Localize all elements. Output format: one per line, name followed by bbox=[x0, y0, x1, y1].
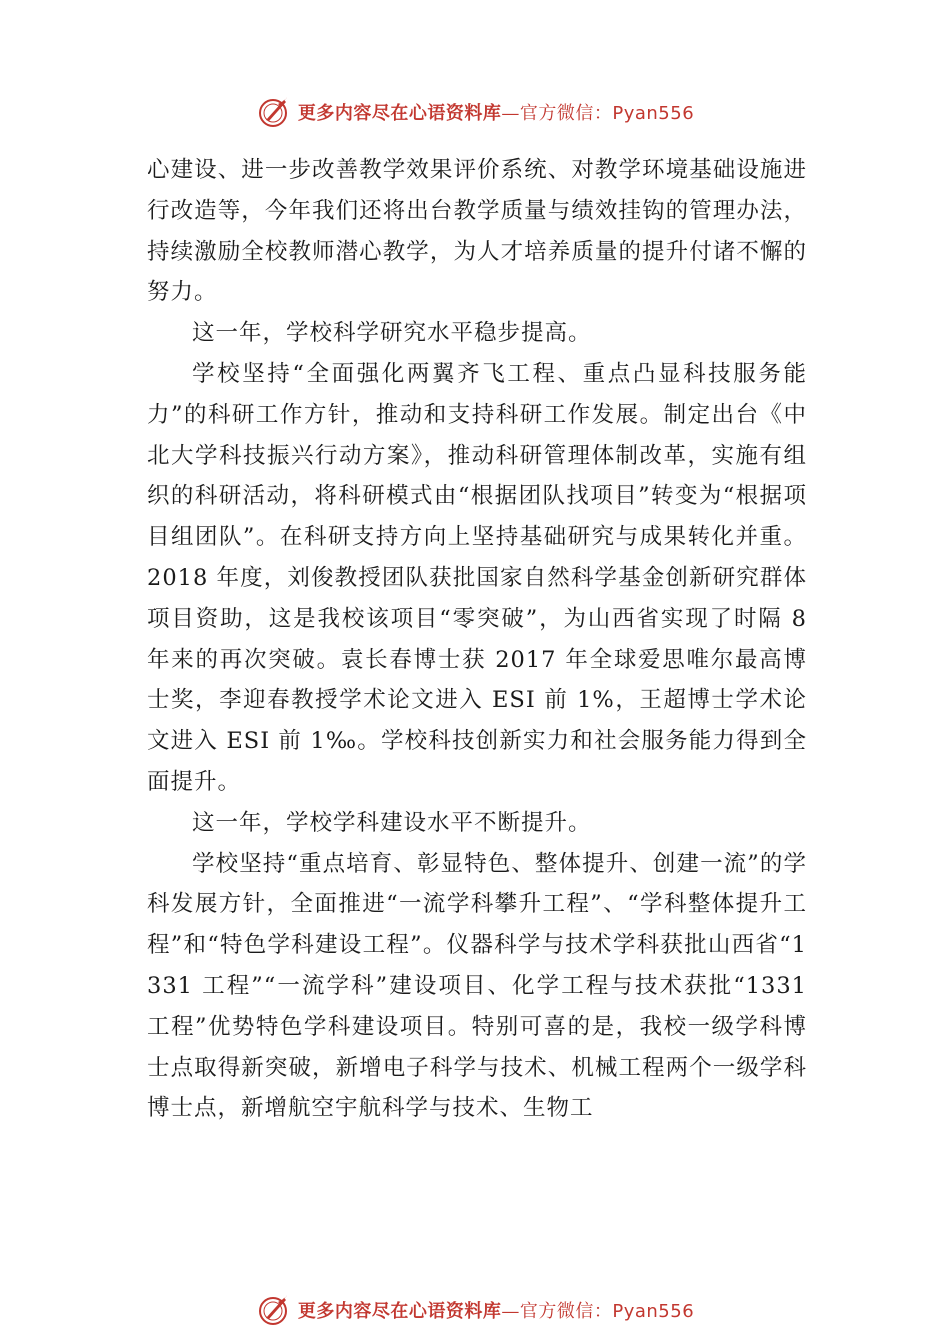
footer-watermark-main: 更多内容尽在心语资料库 bbox=[297, 1301, 502, 1322]
footer-watermark-text bbox=[298, 1297, 694, 1323]
section-heading-discipline: 这一年，学校学科建设水平不断提升。 bbox=[192, 809, 592, 836]
quill-logo-icon bbox=[256, 1292, 292, 1328]
header-watermark-dash: — bbox=[501, 103, 520, 124]
header-watermark-wechat-label: 官方微信： bbox=[519, 103, 613, 124]
body-paragraph-discipline: 学校坚持“重点培育、彰显特色、整体提升、创建一流”的学科发展方针，全面推进“一流学科攀升工程”、“学科整体提升工程”和“特色学科建设工程”。仪器科学与技术学科获批山西省“1331 工程”“一流学科”建设项目、化学工程与技术获批“1331 工程”优势特色学科建设项目。特别可喜的是，我校一级学科博士点取得新突破，新增电子科学与技术、机械工程两个一级学科博士点，新增航空宇航科学与技术、生物工 bbox=[147, 850, 807, 1122]
header-watermark-main: 更多内容尽在心语资料库 bbox=[297, 103, 502, 124]
header-watermark-wechat-id: Pyan556 bbox=[612, 103, 695, 124]
footer-watermark-wechat-label: 官方微信： bbox=[519, 1301, 613, 1322]
body-paragraph-research: 学校坚持“全面强化两翼齐飞工程、重点凸显科技服务能力”的科研工作方针，推动和支持科研工作发展。制定出台《中北大学科技振兴行动方案》，推动科研管理体制改革，实施有组织的科研活动，将科研模式由“根据团队找项目”转变为“根据项目组团队”。在科研支持方向上坚持基础研究与成果转化并重。2018 年度，刘俊教授团队获批国家自然科学基金创新研究群体项目资助，这是我校该项目“零突破”，为山西省实现了时隔 8 年来的再次突破。袁长春博士获 2017 年全球爱思唯尔最高博士奖，李迎春教授学术论文进入 ESI 前 1%，王超博士学术论文进入 ESI 前 1‰。学校科技创新实力和社会服务能力得到全面提升。 bbox=[147, 360, 807, 795]
body-paragraph-1: 心建设、进一步改善教学效果评价系统、对教学环境基础设施进行改造等，今年我们还将出台教学质量与绩效挂钩的管理办法，持续激励全校教师潜心教学，为人才培养质量的提升付诸不懈的努力。 bbox=[147, 157, 807, 306]
document-body bbox=[147, 150, 807, 1129]
header-watermark-text bbox=[298, 99, 694, 125]
quill-logo-icon bbox=[256, 94, 292, 130]
footer-watermark-wechat-id: Pyan556 bbox=[612, 1301, 695, 1322]
footer-watermark-banner bbox=[0, 1290, 950, 1330]
header-watermark-banner bbox=[0, 92, 950, 132]
section-heading-research: 这一年，学校科学研究水平稳步提高。 bbox=[192, 320, 592, 347]
footer-watermark-dash: — bbox=[501, 1301, 520, 1322]
